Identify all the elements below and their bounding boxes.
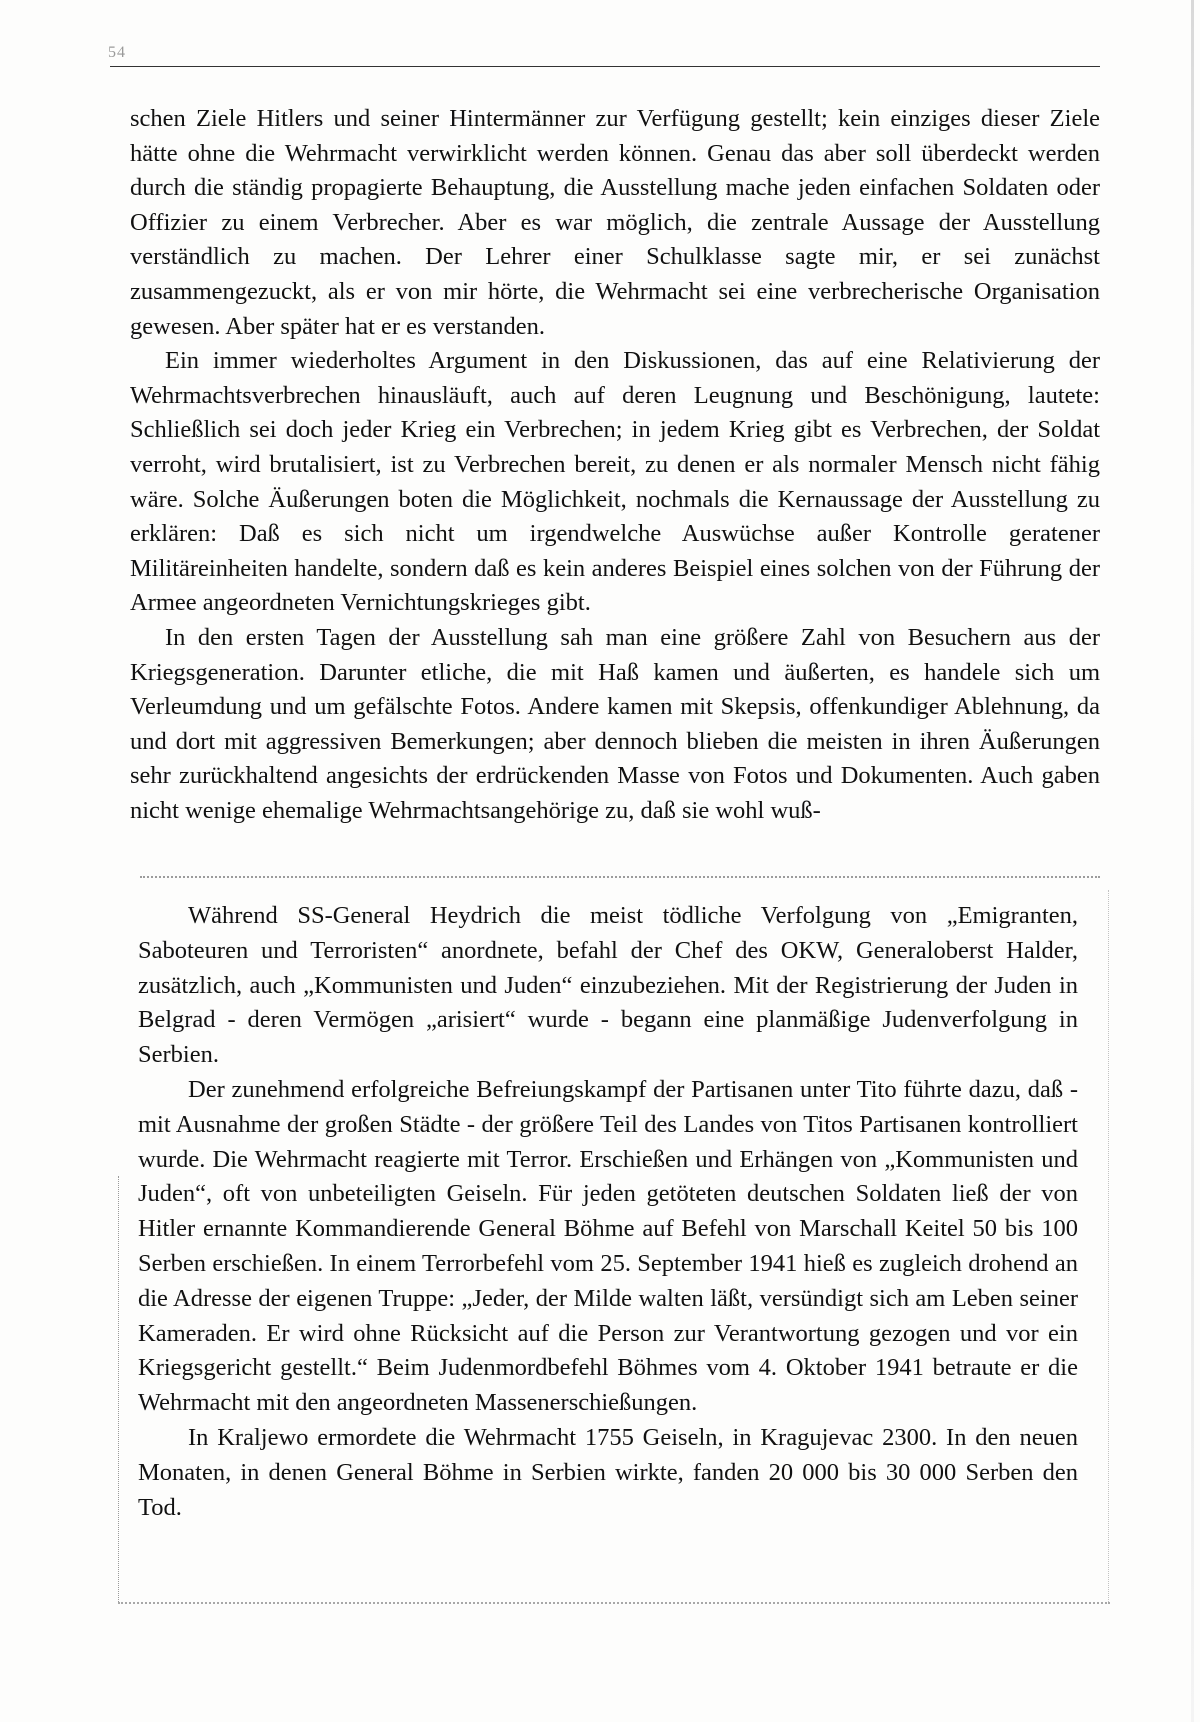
- box-paragraph-1: Während SS-General Heydrich die meist tödliche Verfolgung von „Emigranten, Saboteuren und Terroristen“ anordnete, befahl der Chef des OKW, Generaloberst Halder, zusätzlich, auch „Kommunisten und Juden“ einzubeziehen. Mit der Registrierung der Juden in Belgrad - deren Vermögen „arisiert“ wurde - begann eine planmäßige Judenverfolgung in Serbien.: [138, 902, 1078, 1069]
- header-rule: [110, 66, 1100, 67]
- info-box-right-border: [1108, 890, 1109, 1602]
- body-paragraph-2: Ein immer wiederholtes Argument in den Diskussionen, das auf eine Relativierung der Wehrmachtsverbrechen hinausläuft, auch auf deren Leugnung und Beschönigung, lautete: Schließlich sei doch jeder Krieg ein Verbrechen; in jedem Krieg gibt es Verbrechen, der Soldat verroht, wird brutalisiert, ist zu Verbrechen bereit, zu denen er als normaler Mensch nicht fähig wäre. Solche Äußerungen boten die Möglichkeit, nochmals die Kernaussage der Ausstellung zu erklären: Daß es sich nicht um irgendwelche Auswüchse außer Kontrolle geratener Militäreinheiten handelte, sondern daß es kein anderes Beispiel eines solchen von der Führung der Armee angeordneten Vernichtungskrieges gibt.: [130, 347, 1100, 617]
- main-body-text: [130, 102, 1100, 828]
- info-box-bottom-border: [118, 1602, 1110, 1604]
- body-paragraph-1: schen Ziele Hitlers und seiner Hintermänner zur Verfügung gestellt; kein einziges dieser Ziele hätte ohne die Wehrmacht verwirklicht werden können. Genau das aber soll überdeckt werden durch die ständig propagierte Behauptung, die Ausstellung mache jeden einfachen Soldaten oder Offizier zu einem Verbrecher. Aber es war möglich, die zentrale Aussage der Ausstellung verständlich zu machen. Der Lehrer einer Schulklasse sagte mir, er sei zunächst zusammengezuckt, als er von mir hörte, die Wehrmacht sei eine verbrecherische Organisation gewesen. Aber später hat er es verstanden.: [130, 105, 1100, 340]
- info-box-left-border: [118, 1176, 119, 1602]
- box-paragraph-3: In Kraljewo ermordete die Wehrmacht 1755 Geiseln, in Kragujevac 2300. In den neuen Monaten, in denen General Böhme in Serbien wirkte, fanden 20 000 bis 30 000 Serben den Tod.: [138, 1423, 1078, 1521]
- body-paragraph-3: In den ersten Tagen der Ausstellung sah man eine größere Zahl von Besuchern aus der Kriegsgeneration. Darunter etliche, die mit Haß kamen und äußerten, es handele sich um Verleumdung und um gefälschte Fotos. Andere kamen mit Skepsis, offenkundiger Ablehnung, da und dort mit aggressiven Bemerkungen; aber dennoch blieben die meisten in ihren Äußerungen sehr zurückhaltend angesichts der erdrückenden Masse von Fotos und Dokumenten. Auch gaben nicht wenige ehemalige Wehrmachtsangehörige zu, daß sie wohl wuß-: [130, 623, 1100, 824]
- info-box-text: [138, 899, 1078, 1525]
- info-box: [118, 876, 1110, 1604]
- box-paragraph-2: Der zunehmend erfolgreiche Befreiungskampf der Partisanen unter Tito führte dazu, daß - mit Ausnahme der großen Städte - der größere Teil des Landes von Titos Partisanen kontrolliert wurde. Die Wehrmacht reagierte mit Terror. Erschießen und Erhängen von „Kommunisten und Juden“, oft von unbeteiligten Geiseln. Für jeden getöteten deutschen Soldaten ließ der von Hitler ernannte Kommandierende General Böhme auf Befehl von Marschall Keitel 50 bis 100 Serben erschießen. In einem Terrorbefehl vom 25. September 1941 hieß es zugleich drohend an die Adresse der eigenen Truppe: „Jeder, der Milde walten läßt, versündigt sich am Leben seiner Kameraden. Er wird ohne Rücksicht auf die Person zur Verantwortung gezogen und vor ein Kriegsgericht gestellt.“ Beim Judenmordbefehl Böhmes vom 4. Oktober 1941 betraute er die Wehrmacht mit den angeordneten Massenerschießungen.: [138, 1075, 1078, 1417]
- scan-edge-shadow: [1191, 0, 1194, 1722]
- page-number: 54: [108, 44, 126, 61]
- info-box-top-border: [140, 876, 1100, 878]
